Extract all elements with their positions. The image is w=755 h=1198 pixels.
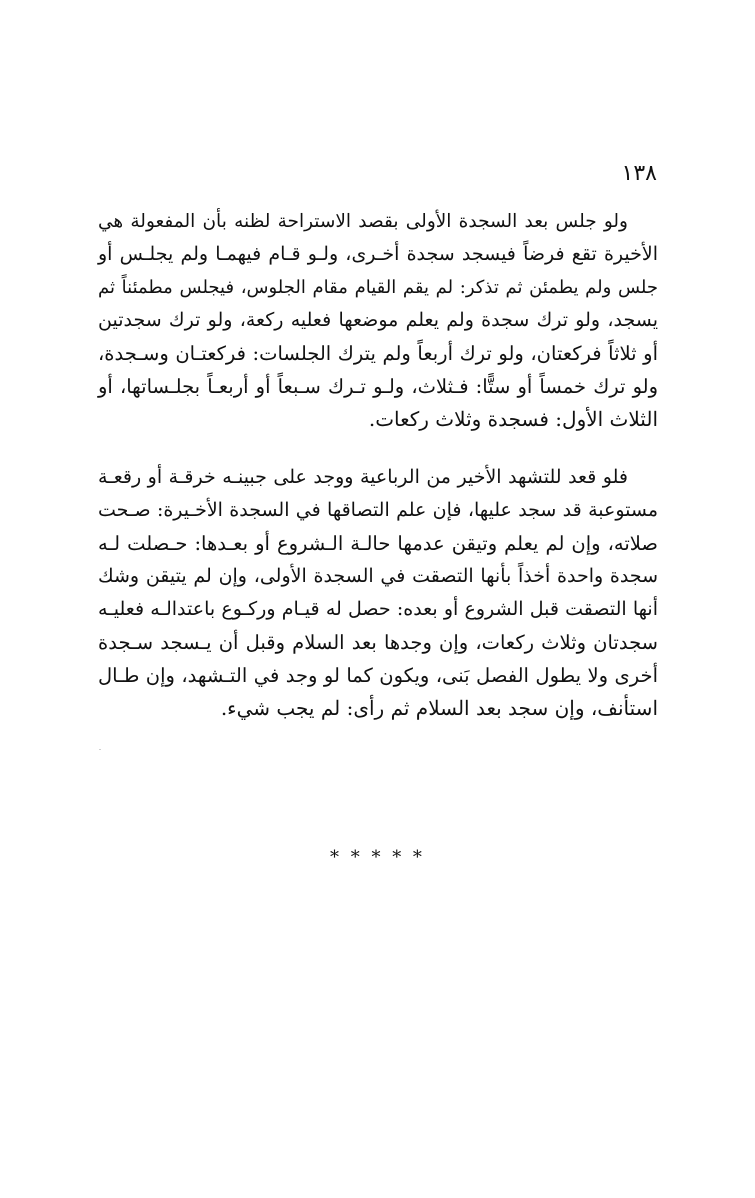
text-line: صلاته، وإن لم يعلم وتيقن عدمها حالـة الـشروع أو بعـدها: حـصلت لـه xyxy=(98,532,658,555)
margin-mark xyxy=(99,749,101,750)
text-line: ولو ترك خمساً أو ستًّا: فـثلاث، ولـو تـرك سـبعاً أو أربعـاً بجلـساتها، أو xyxy=(98,375,658,398)
text-line: الأخيرة تقع فرضاً فيسجد سجدة أخـرى، ولـو قـام فيهمـا ولم يجلـس أو xyxy=(98,243,658,265)
text-line: الثلاث الأول: فسجدة وثلاث ركعات. xyxy=(368,407,658,431)
text-line: جلس ولم يطمئن ثم تذكر: لم يقم القيام مقام الجلوس، فيجلس مطمئناً ثم xyxy=(98,277,658,298)
text-line: سجدتان وثلاث ركعات، وإن وجدها بعد السلام وقبل أن يـسجد سـجدة xyxy=(98,631,658,654)
text-line: استأنف، وإن سجد بعد السلام ثم رأى: لم يجب شيء. xyxy=(220,696,658,720)
text-line: أخرى ولا يطول الفصل بَنى، ويكون كما لو وجد في التـشهد، وإن طـال xyxy=(98,664,658,687)
text-line: يسجد، ولو ترك سجدة ولم يعلم موضعها فعليه ركعة، ولو ترك سجدتين xyxy=(98,309,658,331)
section-separator: * * * * * xyxy=(330,847,425,868)
text-line: ولو جلس بعد السجدة الأولى بقصد الاستراحة لظنه بأن المفعولة هي xyxy=(98,211,628,232)
paragraph-1 xyxy=(98,205,658,436)
text-line: أو ثلاثاً فركعتان، ولو ترك أربعاً ولم يترك الجلسات: فركعتـان وسـجدة، xyxy=(98,342,658,365)
text-line: أنها التصقت قبل الشروع أو بعده: حصل له قيـام وركـوع باعتدالـه فعليـه xyxy=(98,598,658,620)
page-number: ١٣٨ xyxy=(621,161,657,186)
paragraph-2 xyxy=(98,461,658,725)
text-line: مستوعبة قد سجد عليها، فإن علم التصاقها في السجدة الأخـيرة: صـحت xyxy=(98,499,658,521)
body-text xyxy=(98,205,658,725)
text-line: سجدة واحدة أخذاً بأنها التصقت في السجدة الأولى، وإن لم يتيقن وشك xyxy=(98,565,658,587)
text-line: فلو قعد للتشهد الأخير من الرباعية ووجد على جبينـه خرقـة أو رقعـة xyxy=(98,466,628,488)
